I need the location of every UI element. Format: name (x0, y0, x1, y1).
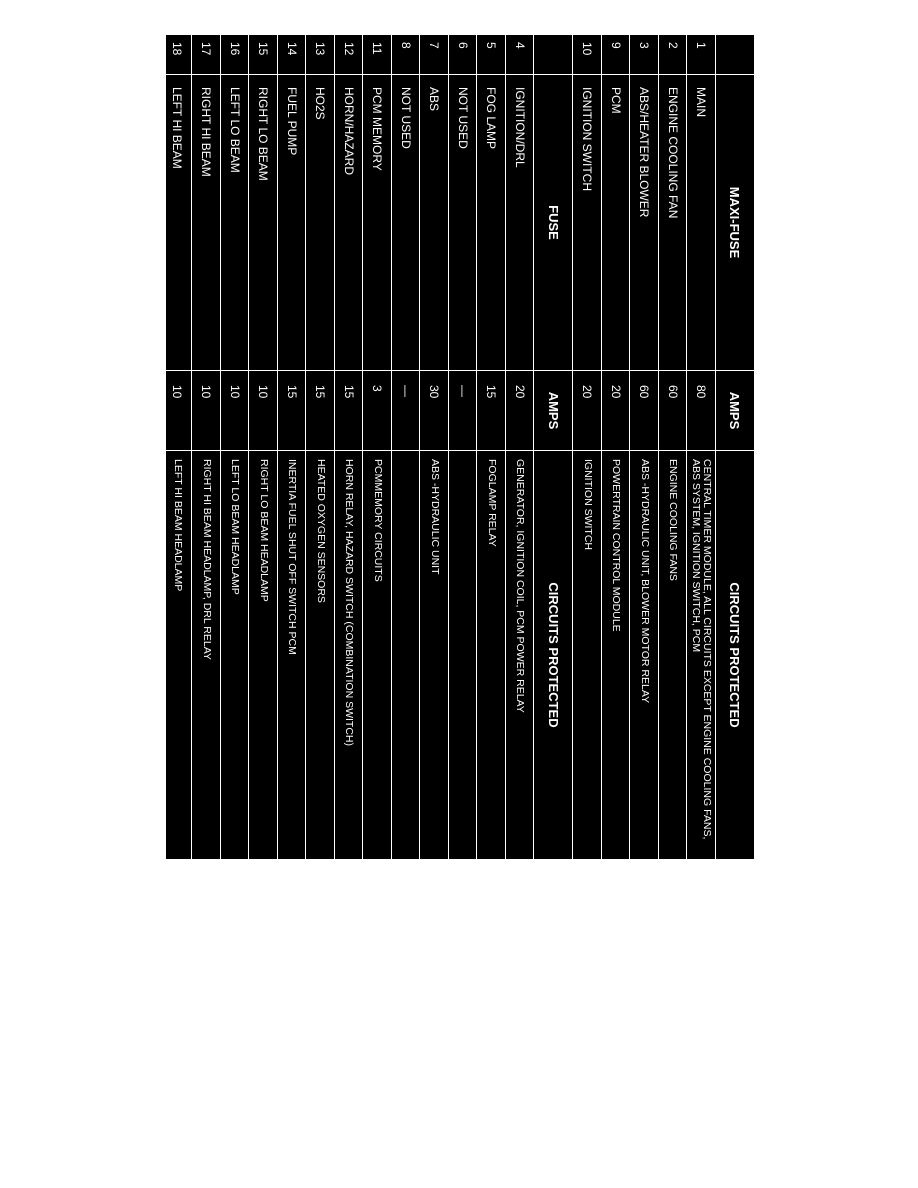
fuse-circuits (449, 451, 477, 859)
fuse-circuits: PCMMEMORY CIRCUITS (371, 459, 384, 582)
fuse-number: 13 (307, 35, 335, 75)
fuse-circuits: LEFT HI BEAM HEADLAMP (171, 459, 184, 592)
fuse-number: 16 (221, 35, 249, 75)
fuse-header-circuits: CIRCUITS PROTECTED (546, 582, 561, 728)
fuse-circuits: RIGHT LO BEAM HEADLAMP (257, 459, 270, 602)
fuse-amps: 60 (659, 371, 687, 451)
fuse-amps: 10 (221, 371, 249, 451)
fuse-circuits (392, 451, 420, 859)
fuse-number: 17 (193, 35, 221, 75)
fuse-circuits: ABS -HYDRAULIC UNIT, BLOWER MOTOR RELAY (638, 459, 651, 704)
maxi-fuse-header-amps: AMPS (716, 371, 754, 451)
fuse-name: IGNITION SWITCH (574, 75, 602, 371)
fuse-circuits: POWERTRAIN CONTROL MODULE (610, 459, 623, 632)
maxi-fuse-header-num (716, 35, 754, 75)
fuse-number: 9 (602, 35, 630, 75)
fuse-amps: 20 (602, 371, 630, 451)
fuse-name: LEFT LO BEAM (221, 75, 249, 371)
fuse-name: MAIN (688, 75, 716, 371)
fuse-amps: 30 (421, 371, 449, 451)
table-row (163, 35, 192, 859)
fuse-circuits: HEATED OXYGEN SENSORS (314, 459, 327, 603)
fuse-amps: 15 (278, 371, 306, 451)
table-row (363, 35, 392, 859)
fuse-name: ENGINE COOLING FAN (659, 75, 687, 371)
table-row (448, 35, 477, 859)
maxi-fuse-header-circuits: CIRCUITS PROTECTED (727, 582, 743, 728)
fuse-circuits: FOGLAMP RELAY (485, 459, 498, 547)
fuse-header-title: FUSE (535, 75, 573, 371)
fuse-header-row (534, 35, 573, 859)
fuse-number: 5 (478, 35, 506, 75)
fuse-amps: 15 (307, 371, 335, 451)
fuse-amps: 10 (250, 371, 278, 451)
fuse-name: RIGHT LO BEAM (250, 75, 278, 371)
fuse-amps: — (392, 371, 420, 451)
table-row (658, 35, 687, 859)
fuse-number: 7 (421, 35, 449, 75)
fuse-amps: — (449, 371, 477, 451)
fuse-circuits: ABS -HYDRAULIC UNIT (428, 459, 441, 575)
table-row (505, 35, 534, 859)
fuse-amps: 20 (506, 371, 534, 451)
fuse-circuits: ENGINE COOLING FANS (667, 459, 680, 581)
fuse-name: IGNITION/DRL (506, 75, 534, 371)
scanned-fuse-table (164, 33, 756, 861)
fuse-number: 1 (688, 35, 716, 75)
fuse-circuits: GENERATOR, IGNITION COIL, PCM POWER RELAY (514, 459, 527, 713)
fuse-number: 3 (631, 35, 659, 75)
table-row (573, 35, 602, 859)
fuse-number: 10 (574, 35, 602, 75)
fuse-number: 14 (278, 35, 306, 75)
fuse-number: 6 (449, 35, 477, 75)
fuse-amps: 15 (478, 371, 506, 451)
table-row (220, 35, 249, 859)
fuse-header-amps: AMPS (535, 371, 573, 451)
fuse-name: ABS (421, 75, 449, 371)
fuse-number: 18 (163, 35, 192, 75)
fuse-circuits: CENTRAL TIMER MODULE, ALL CIRCUITS EXCEPT ENGINE COOLING FANS, ABS SYSTEM, IGNITION SWITCH, PCM (690, 459, 714, 840)
fuse-name: HO2S (307, 75, 335, 371)
table-row (630, 35, 659, 859)
fuse-amps: 15 (335, 371, 363, 451)
fuse-table (164, 33, 756, 861)
maxi-fuse-header-title: MAXI-FUSE (716, 75, 754, 371)
fuse-name: FUEL PUMP (278, 75, 306, 371)
fuse-amps: 10 (193, 371, 221, 451)
fuse-number: 2 (659, 35, 687, 75)
fuse-circuits: RIGHT HI BEAM HEADLAMP, DRL RELAY (200, 459, 213, 660)
fuse-amps: 80 (688, 371, 716, 451)
fuse-name: PCM MEMORY (364, 75, 392, 371)
fuse-number: 11 (364, 35, 392, 75)
fuse-name: FOG LAMP (478, 75, 506, 371)
fuse-number: 15 (250, 35, 278, 75)
fuse-amps: 10 (163, 371, 192, 451)
fuse-circuits: LEFT LO BEAM HEADLAMP (229, 459, 242, 595)
fuse-name: HORN/HAZARD (335, 75, 363, 371)
table-row (601, 35, 630, 859)
fuse-number: 4 (506, 35, 534, 75)
table-row (420, 35, 449, 859)
fuse-name: NOT USED (449, 75, 477, 371)
fuse-header-num (535, 35, 573, 75)
table-row (192, 35, 221, 859)
fuse-number: 8 (392, 35, 420, 75)
fuse-name: RIGHT HI BEAM (193, 75, 221, 371)
table-row (334, 35, 363, 859)
table-row (391, 35, 420, 859)
fuse-amps: 3 (364, 371, 392, 451)
fuse-circuits: HORN RELAY, HAZARD SWITCH (COMBINATION SWITCH) (343, 459, 356, 747)
table-row (306, 35, 335, 859)
fuse-name: LEFT HI BEAM (163, 75, 192, 371)
fuse-circuits: IGNITION SWITCH (581, 459, 594, 550)
fuse-number: 12 (335, 35, 363, 75)
maxi-fuse-header-row (715, 35, 754, 859)
fuse-circuits: INERTIA FUEL SHUT OFF SWITCH PCM (286, 459, 299, 655)
fuse-name: NOT USED (392, 75, 420, 371)
table-row (277, 35, 306, 859)
fuse-amps: 20 (574, 371, 602, 451)
fuse-amps: 60 (631, 371, 659, 451)
fuse-name: PCM (602, 75, 630, 371)
table-row (687, 35, 716, 859)
fuse-name: ABS/HEATER BLOWER (631, 75, 659, 371)
table-row (249, 35, 278, 859)
table-row (477, 35, 506, 859)
